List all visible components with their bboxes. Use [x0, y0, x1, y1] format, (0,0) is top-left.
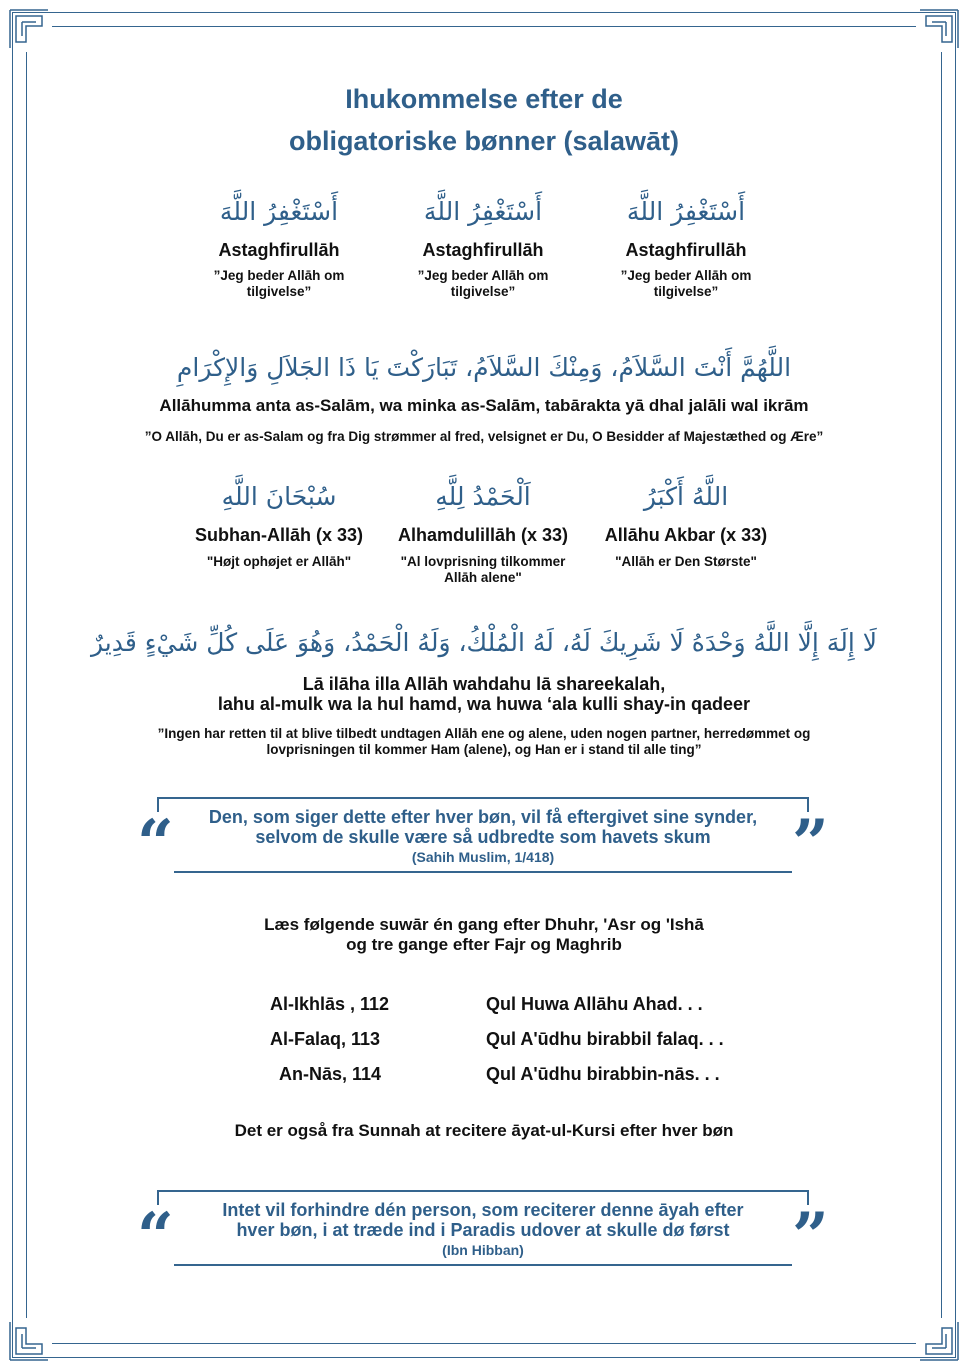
- tahlil-meaning: [0, 726, 968, 758]
- salam-translit: Allāhumma anta as-Salām, wa minka as-Salām, tabārakta yā dhal jalāli wal ikrām: [159, 396, 809, 415]
- suwar-intro-line2: og tre gange efter Fajr og Maghrib: [346, 935, 622, 954]
- tasbih-meaning: "Al lovprisning tilkommer Allāh alene": [400, 554, 566, 585]
- tasbih-translit: Subhan-Allāh (x 33): [194, 525, 364, 545]
- hadith-quote-text: [159, 1200, 807, 1240]
- close-quote-icon: ”: [792, 1199, 829, 1274]
- suwar-intro-line1: Læs følgende suwār én gang efter Dhuhr, 'Asr og 'Ishā: [264, 915, 704, 934]
- tasbih-block: [179, 474, 379, 570]
- salam-meaning: ”O Allāh, Du er as-Salam og fra Dig strømmer al fred, velsignet er Du, O Besidder af Majestæthed og Ære”: [144, 429, 824, 444]
- tasbih-meaning: "Højt ophøjet er Allāh": [206, 554, 352, 569]
- frame-corner-ornament-icon: [916, 1318, 962, 1364]
- tasbih-block: [383, 474, 583, 586]
- hadith-quote-source: (Sahih Muslim, 1/418): [411, 849, 555, 865]
- tasbih-meaning: "Allāh er Den Største": [615, 554, 757, 569]
- istighfar-block: [586, 190, 786, 300]
- frame-corner-ornament-icon: [6, 6, 52, 52]
- surah-name: An-Nās, 114: [279, 1064, 382, 1084]
- istighfar-meaning: ”Jeg beder Allāh om tilgivelse”: [213, 268, 345, 299]
- istighfar-arabic: أَسْتَغْفِرُ اللَّهَ: [219, 197, 339, 226]
- page-title-line1: Ihukommelse efter de: [345, 84, 623, 114]
- sunnah-note: Det er også fra Sunnah at recitere āyat-ul-Kursi efter hver bøn: [234, 1121, 734, 1140]
- istighfar-translit: Astaghfirullāh: [218, 240, 340, 260]
- surah-first-words: Qul Huwa Allāhu Ahad. . .: [486, 994, 703, 1014]
- istighfar-arabic: أَسْتَغْفِرُ اللَّهَ: [626, 197, 746, 226]
- tahlil-translit-line1: Lā ilāha illa Allāh wahdahu lā shareekalah,: [302, 674, 666, 694]
- tasbih-block: [586, 474, 786, 570]
- surah-first-words: Qul A'ūdhu birabbin-nās. . .: [486, 1064, 720, 1084]
- istighfar-meaning: ”Jeg beder Allāh om tilgivelse”: [620, 268, 752, 299]
- tahlil-translit-line2: lahu al-mulk wa la hul hamd, wa huwa ‘ala kulli shay-in qadeer: [217, 694, 751, 714]
- hadith-quote-line2: hver bøn, i at træde ind i Paradis udover at skulle dø først: [236, 1220, 730, 1240]
- hadith-quote-line1: Intet vil forhindre dén person, som reciterer denne āyah efter: [222, 1200, 744, 1220]
- page-title: [0, 78, 968, 162]
- surah-name: Al-Falaq, 113: [270, 1029, 381, 1049]
- hadith-quote-line2: selvom de skulle være så udbredte som havets skum: [255, 827, 711, 847]
- tahlil-meaning-line1: ”Ingen har retten til at blive tilbedt undtagen Allāh ene og alene, uden nogen partner, herredømmet og: [157, 726, 811, 741]
- tasbih-arabic: سُبْحَانَ اللَّهِ: [221, 482, 337, 511]
- istighfar-translit: Astaghfirullāh: [625, 240, 747, 260]
- hadith-quote-line1: Den, som siger dette efter hver bøn, vil få eftergivet sine synder,: [208, 807, 758, 827]
- istighfar-meaning: ”Jeg beder Allāh om tilgivelse”: [417, 268, 549, 299]
- tasbih-arabic: اَلْحَمْدُ لِلَّهِ: [435, 482, 531, 511]
- tasbih-translit: Alhamdulillāh (x 33): [397, 525, 569, 545]
- tasbih-translit: Allāhu Akbar (x 33): [604, 525, 768, 545]
- page-title-line2: obligatoriske bønner (salawāt): [288, 126, 680, 156]
- istighfar-block: [383, 190, 583, 300]
- frame-corner-ornament-icon: [916, 6, 962, 52]
- salam-arabic: اللَّهُمَّ أَنْتَ السَّلاَمُ، وَمِنْكَ السَّلاَمُ، تَبَارَكْتَ يَا ذَا الجَلاَلِ وَالإِكْرَامِ: [176, 353, 792, 382]
- frame-corner-ornament-icon: [6, 1318, 52, 1364]
- hadith-quote-text: [159, 807, 807, 847]
- tahlil-translit: [0, 674, 968, 714]
- hadith-quote-box: [157, 1190, 809, 1266]
- open-quote-icon: “: [137, 806, 174, 881]
- istighfar-arabic: أَسْتَغْفِرُ اللَّهَ: [423, 197, 543, 226]
- suwar-intro: [0, 915, 968, 955]
- tahlil-meaning-line2: lovprisningen til kommer Ham (alene), og Han er i stand til alle ting”: [266, 742, 702, 757]
- hadith-quote-source: (Ibn Hibban): [442, 1242, 524, 1258]
- tahlil-arabic: لَا إِلَهَ إِلَّا اللَّهُ وَحْدَهُ لَا شَرِيكَ لَهُ، لَهُ الْمُلْكُ، وَلَهُ الْحَمْدُ، وَهُوَ عَلَى كُلِّ شَيْءٍ قَدِيرٌ: [91, 628, 877, 657]
- open-quote-icon: “: [137, 1199, 174, 1274]
- surah-first-words: Qul A'ūdhu birabbil falaq. . .: [486, 1029, 724, 1049]
- tasbih-arabic: اللَّهُ أَكْبَرُ: [643, 482, 729, 511]
- hadith-quote-box: [157, 797, 809, 873]
- surah-name: Al-Ikhlās , 112: [270, 994, 390, 1014]
- close-quote-icon: ”: [792, 806, 829, 881]
- istighfar-translit: Astaghfirullāh: [422, 240, 544, 260]
- istighfar-block: [179, 190, 379, 300]
